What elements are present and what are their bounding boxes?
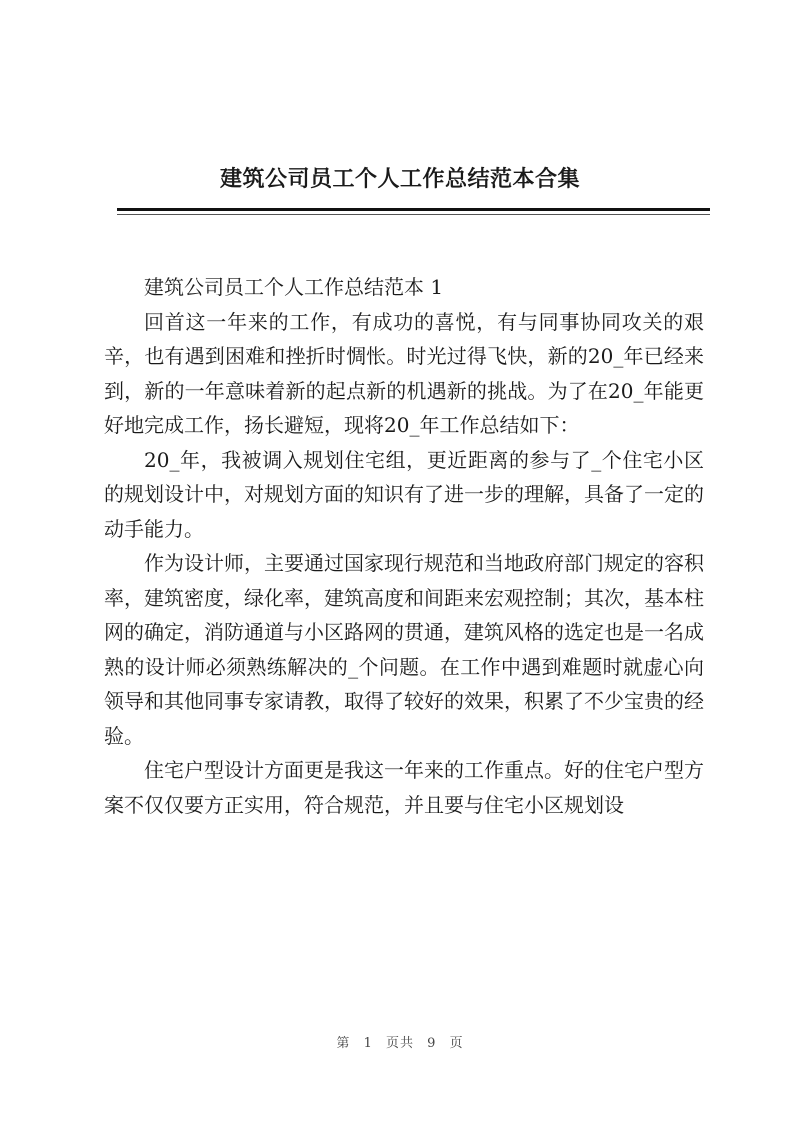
paragraph: 作为设计师，主要通过国家现行规范和当地政府部门规定的容积率，建筑密度，绿化率，建筑高度和间距来宏观控制；其次，基本柱网的确定，消防通道与小区路网的贯通，建筑风格的选定也是一名成熟的设计师必须熟练解决的_个问题。在工作中遇到难题时就虚心向领导和其他同事专家请教，取得了较好的效果，积累了不少宝贵的经验。 xyxy=(104,551,704,748)
title-divider-thin xyxy=(117,214,710,215)
footer-prefix: 第 xyxy=(336,1036,351,1051)
title-divider xyxy=(117,208,710,211)
section-heading: 建筑公司员工个人工作总结范本 1 xyxy=(144,275,444,299)
footer-total-pages: 9 xyxy=(427,1036,437,1051)
document-body xyxy=(104,270,704,822)
footer-suffix: 页 xyxy=(449,1036,464,1051)
paragraph: 住宅户型设计方面更是我这一年来的工作重点。好的住宅户型方案不仅仅要方正实用，符合规范，并且要与住宅小区规划设 xyxy=(104,758,704,817)
paragraph: 回首这一年来的工作，有成功的喜悦，有与同事协同攻关的艰辛，也有遇到困难和挫折时惆怅。时光过得飞快，新的20_年已经来到，新的一年意味着新的起点新的机遇新的挑战。为了在20_年能更好地完成工作，扬长避短，现将20_年工作总结如下： xyxy=(104,309,704,437)
footer-middle: 页共 xyxy=(385,1036,414,1051)
paragraph: 20_年，我被调入规划住宅组，更近距离的参与了_个住宅小区的规划设计中，对规划方面的知识有了进一步的理解，具备了一定的动手能力。 xyxy=(104,447,704,541)
page-footer xyxy=(0,1032,800,1051)
document-title: 建筑公司员工个人工作总结范本合集 xyxy=(219,166,580,192)
footer-current-page: 1 xyxy=(363,1036,373,1051)
